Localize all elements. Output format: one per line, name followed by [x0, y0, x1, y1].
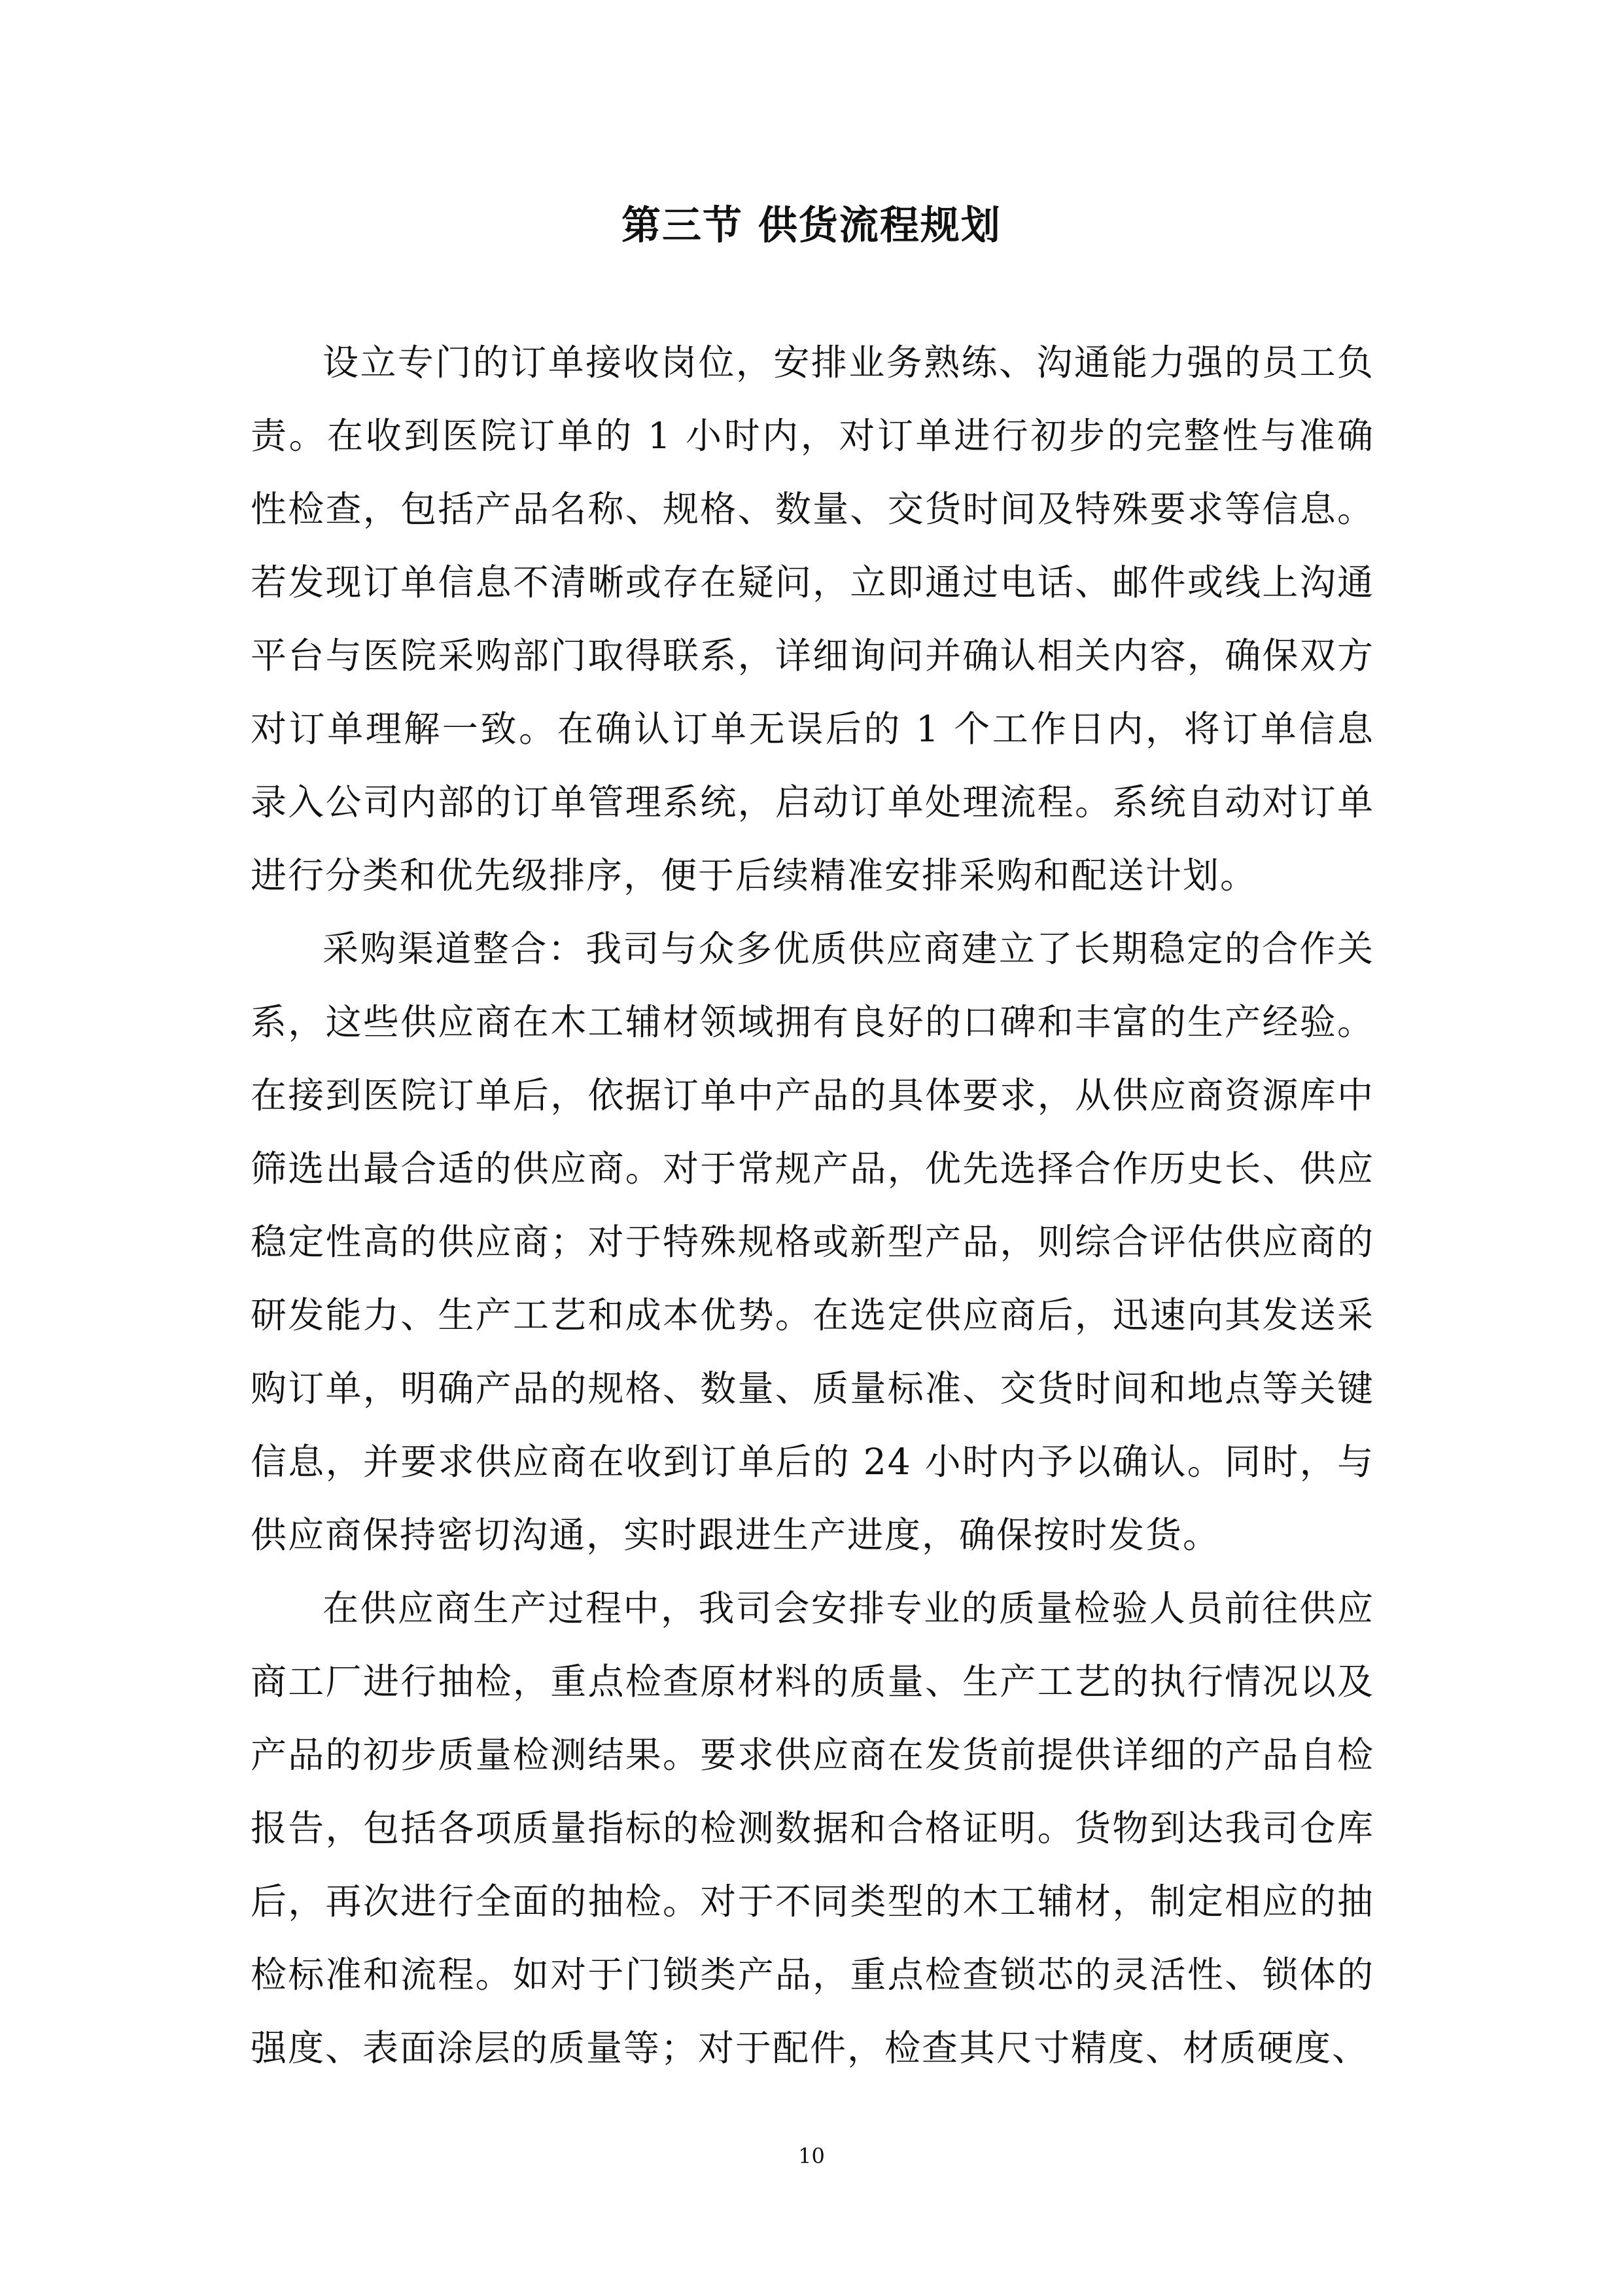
- page-number: 10: [798, 2144, 825, 2168]
- paragraph-quality-inspection: 在供应商生产过程中，我司会安排专业的质量检验人员前往供应商工厂进行抽检，重点检查原材料的质量、生产工艺的执行情况以及产品的初步质量检测结果。要求供应商在发货前提供详细的产品自检报告，包括各项质量指标的检测数据和合格证明。货物到达我司仓库后，再次进行全面的抽检。对于不同类型的木工辅材，制定相应的抽检标准和流程。如对于门锁类产品，重点检查锁芯的灵活性、锁体的强度、表面涂层的质量等；对于配件，检查其尺寸精度、材质硬度、: [251, 1587, 1374, 2069]
- paragraph-order-receiving: 设立专门的订单接收岗位，安排业务熟练、沟通能力强的员工负责。在收到医院订单的 1 小时内，对订单进行初步的完整性与准确性检查，包括产品名称、规格、数量、交货时间及特殊要求等信息。若发现订单信息不清晰或存在疑问，立即通过电话、邮件或线上沟通平台与医院采购部门取得联系，详细询问并确认相关内容，确保双方对订单理解一致。在确认订单无误后的 1 个工作日内，将订单信息录入公司内部的订单管理系统，启动订单处理流程。系统自动对订单进行分类和优先级排序，便于后续精准安排采购和配送计划。: [251, 342, 1374, 896]
- paragraph-procurement-channels: 采购渠道整合：我司与众多优质供应商建立了长期稳定的合作关系，这些供应商在木工辅材领域拥有良好的口碑和丰富的生产经验。在接到医院订单后，依据订单中产品的具体要求，从供应商资源库中筛选出最合适的供应商。对于常规产品，优先选择合作历史长、供应稳定性高的供应商；对于特殊规格或新型产品，则综合评估供应商的研发能力、生产工艺和成本优势。在选定供应商后，迅速向其发送采购订单，明确产品的规格、数量、质量标准、交货时间和地点等关键信息，并要求供应商在收到订单后的 24 小时内予以确认。同时，与供应商保持密切沟通，实时跟进生产进度，确保按时发货。: [251, 928, 1374, 1556]
- section-title: 第三节 供货流程规划: [621, 203, 1002, 249]
- body-text: [251, 326, 1374, 2085]
